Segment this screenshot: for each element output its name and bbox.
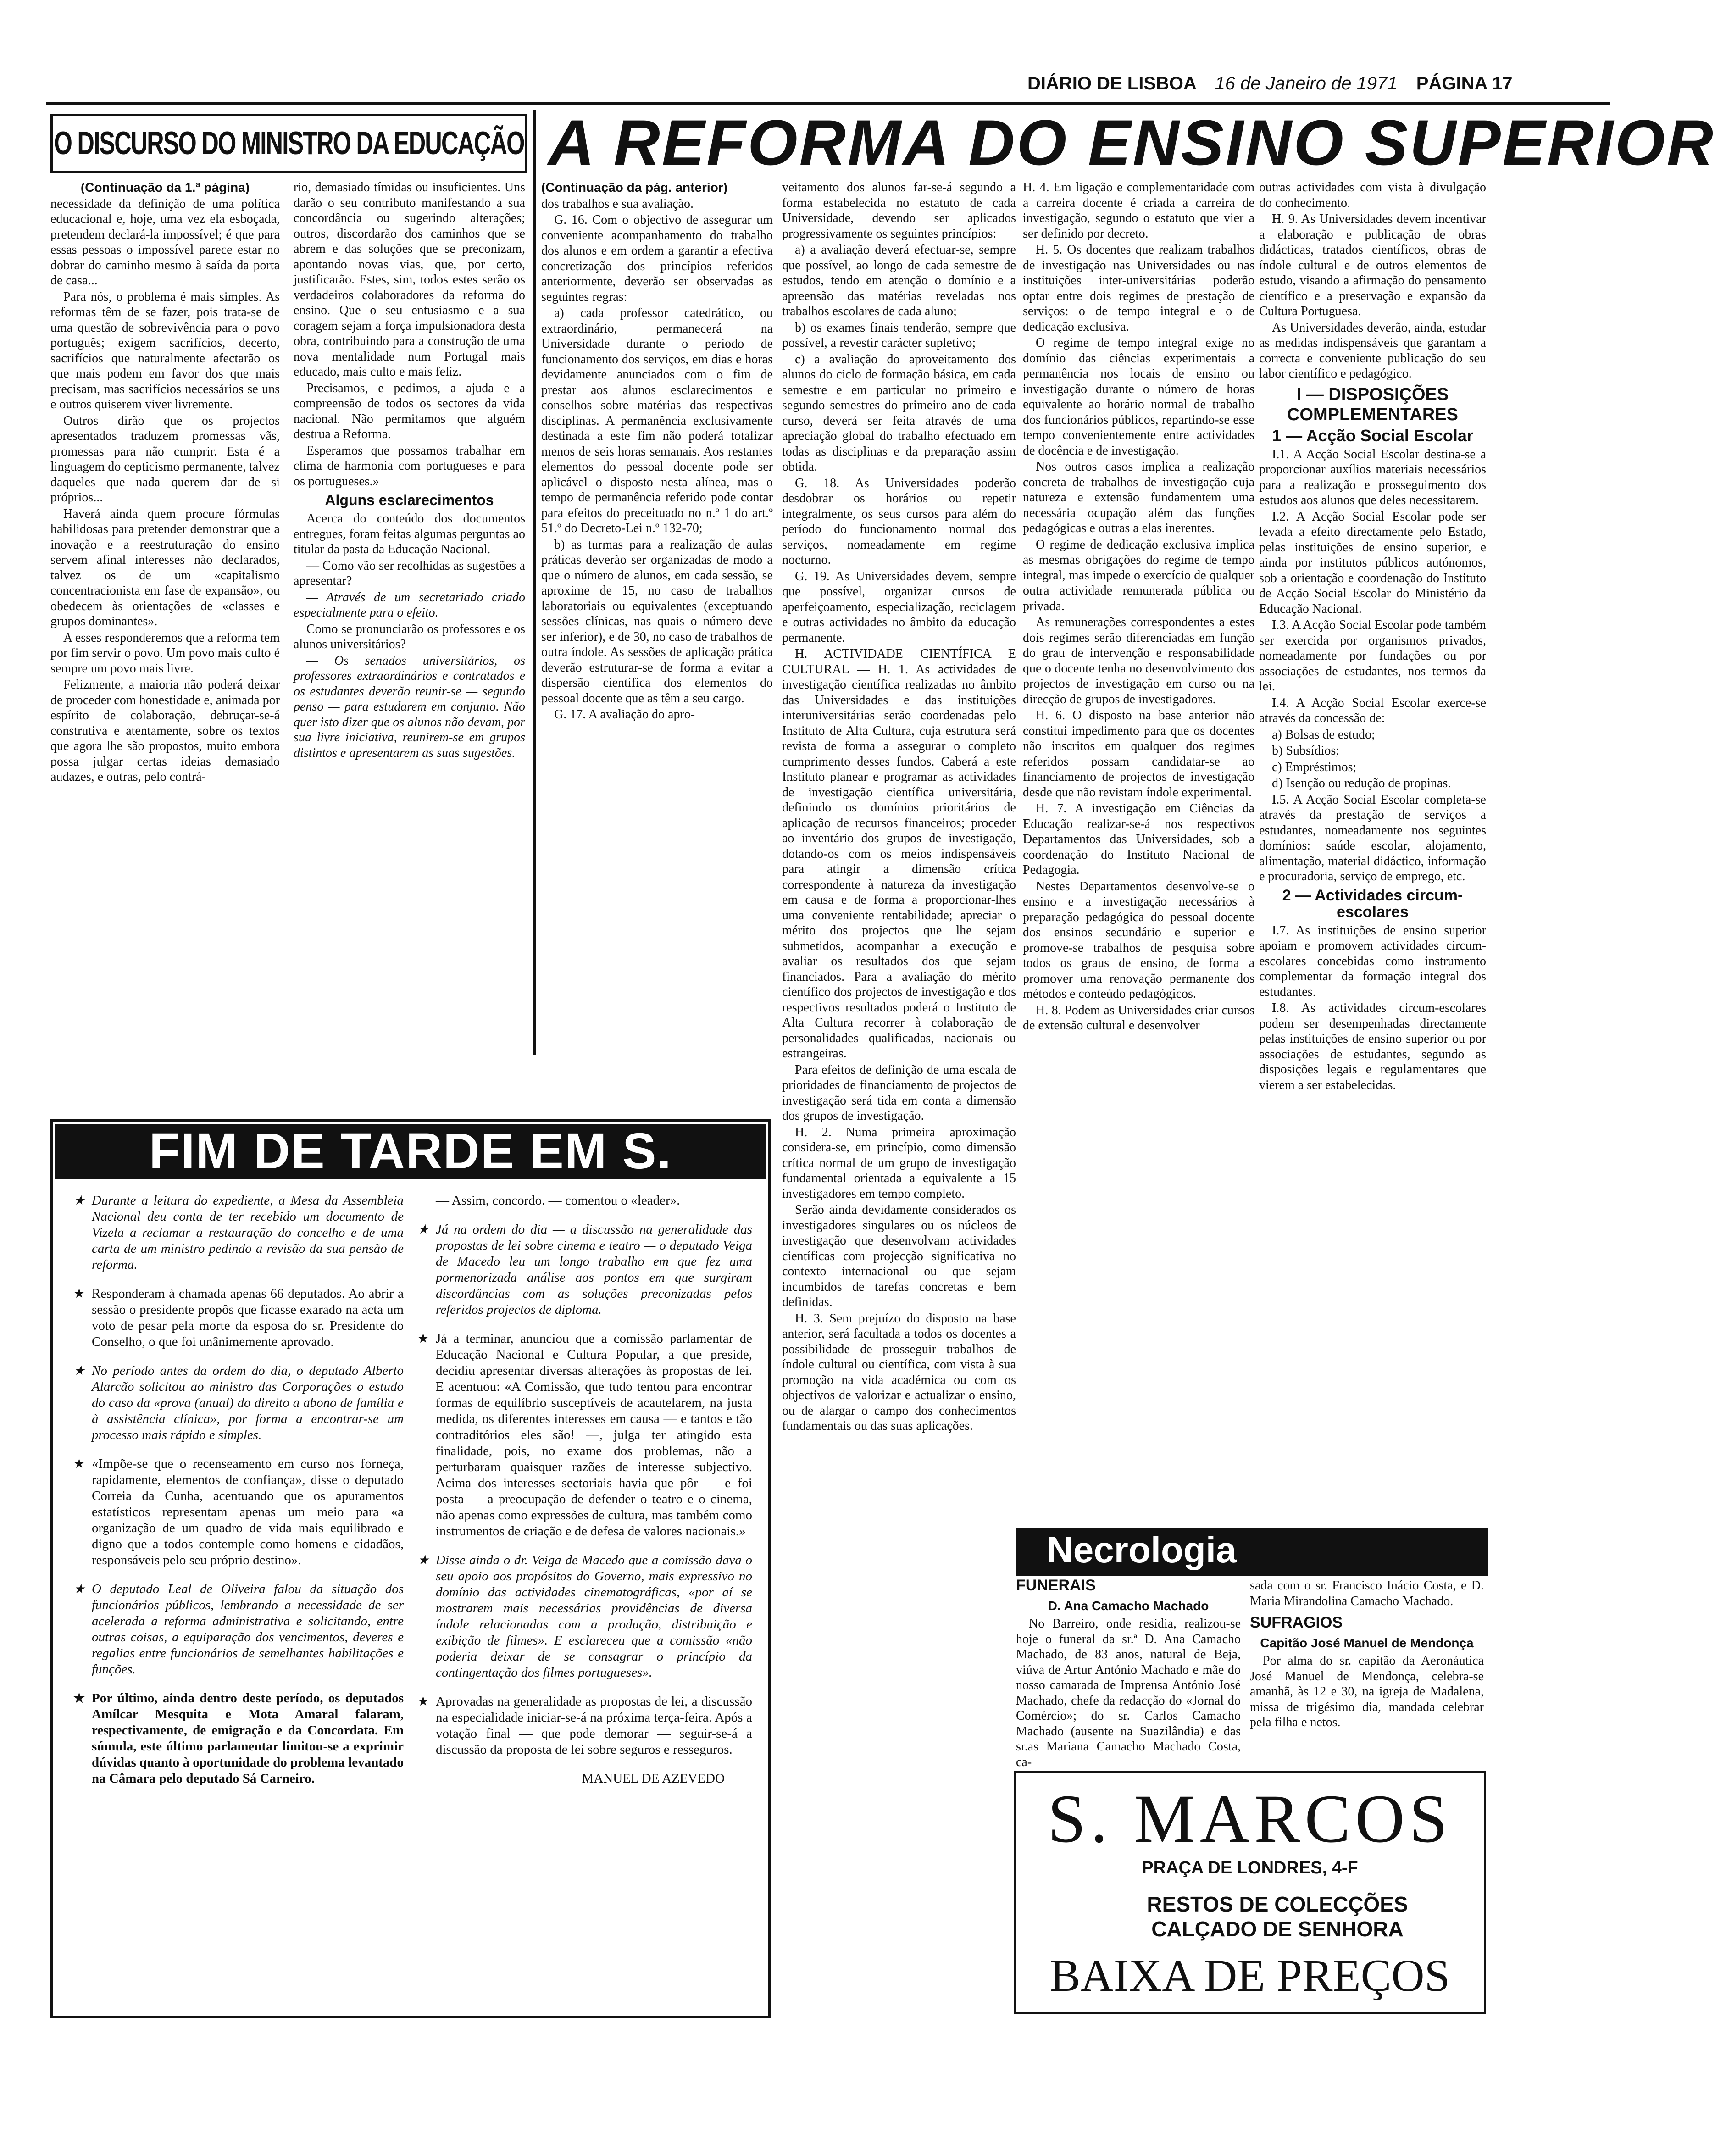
discurso-paragraph: necessidade da definição de uma política educacional e, hoje, uma vez ela esboçada, pretendem declará-la impossível; é que para essas pessoas o impossível parece estar no dobrar do caminho mesmo à saída da porta de casa... [50,196,280,288]
fim-de-tarde-item: ★ Já na ordem do dia — a discussão na generalidade das propostas de lei sobre cinema e teatro — o deputado Veiga de Macedo leu um longo trabalho em que fez uma pormenorizada análise aos pontos em que surgiram discordâncias com as soluções preconizadas pelos referidos projectos de diploma. [417,1222,752,1318]
disposicoes-heading: I — DISPOSIÇÕES COMPLEMENTARES [1287,384,1458,424]
advert-box [1014,1771,1486,2014]
reforma-paragraph: I.1. A Acção Social Escolar destina-se a proporcionar auxílios materiais necessários para a realização e prosseguimento dos estudos aos alunos que deles necessitarem. [1259,447,1486,507]
reforma-paragraph: O regime de tempo integral exige no domínio das ciências experimentais a permanência nos locais de ensino ou investigação durante o número de horas equivalente ao horário normal de trabalho dos funcionários públicos, repartindo-se esse tempo convenientemente entre actividades de docência e de investigação. [1023,336,1254,458]
discurso-column-2 [294,180,525,1051]
esclarecimentos-heading: Alguns esclarecimentos [325,492,494,508]
discurso-column-1 [50,180,280,1051]
discurso-paragraph: Esperamos que possamos trabalhar em clima de harmonia com portugueses e para os portugueses.» [294,443,525,489]
reforma-paragraph: Serão ainda devidamente considerados os investigadores singulares ou os núcleos de investigação que desenvolvam actividades científicas com projecção significativa no contexto internacional ou que sejam incumbidos de tarefas concretas e bem definidas. [782,1203,1016,1309]
reforma-paragraph: c) Empréstimos; [1272,760,1357,774]
reforma-headline: A REFORMA DO ENSINO SUPERIOR [548,106,1715,178]
discurso-paragraph: — Como vão ser recolhidas as sugestões a apresentar? [294,558,525,588]
reforma-paragraph: I.3. A Acção Social Escolar pode também ser exercida por organismos privados, nomeadamente por fundações ou por associações de estudantes, nos termos da lei. [1259,618,1486,694]
reforma-paragraph: a) a avaliação deverá efectuar-se, sempre que possível, ao longo de cada semestre de estudos, tendo em atenção o domínio e a apreensão das matérias reveladas nos trabalhos escolares de cada aluno; [782,243,1016,318]
necrologia-right-column [1250,1578,1484,1761]
discurso-paragraph: rio, demasiado tímidas ou insuficientes. Uns darão o seu contributo manifestando a sua concordância ou sugerindo alterações; outros, discordarão dos caminhos que se abrem e das soluções que se preconizam, apontando novas vias, que, por certo, justificarão. Estes, sim, todos estes serão os verdadeiros colaboradores da reforma do ensino. Que o seu entusiasmo e a sua coragem sejam a força impulsionadora desta obra, contribuindo para a construção de uma nova mentalidade num Portugal mais educado, mais culto e mais feliz. [294,180,525,379]
reforma-paragraph: G. 18. As Universidades poderão desdobrar os horários ou repetir integralmente, os seus cursos para além do período do funcionamento normal dos serviços, nomeadamente em regime nocturno. [782,476,1016,567]
fim-de-tarde-item: ★ Já a terminar, anunciou que a comissão parlamentar de Educação Nacional e Cultura Popular, a que preside, decidiu apresentar diversas alterações às propostas de lei. E acentuou: «A Comissão, que tudo tentou para encontrar formas de equilíbrio susceptíveis de acautelarem, na justa medida, os diferentes interesses em causa — e tantos e tão contraditórios eles são! —, julga ter atingido esta finalidade, pois, no exame dos problemas, não a perturbaram quaisquer razões de interesse subjectivo. Acima dos interesses sectoriais havia que pôr — e foi posta — a preocupação de defender o teatro e o cinema, não apenas como expressões de cultura, mas também como instrumentos de criação e de defesa de valores nacionais.» [417,1331,752,1539]
reforma-paragraph: Para efeitos de definição de uma escala de prioridades de financiamento de projectos de investigação será tida em conta a dimensão dos grupos de investigação. [782,1062,1016,1123]
discurso-paragraph: Felizmente, a maioria não poderá deixar de proceder com honestidade e, animada por espírito de colaboração, debruçar-se-á construtiva e atentamente, sobre os textos que agora lhe são propostos, muito embora possa julgar certas ideias demasiado audazes, e outras, pelo contrá- [50,678,280,784]
reforma-paragraph: b) os exames finais tenderão, sempre que possível, a revestir carácter supletivo; [782,320,1016,350]
reforma-paragraph: Nos outros casos implica a realização concreta de trabalhos de investigação cuja natureza e extensão fundamentem uma necessária ocupação além das funções pedagógicas e outras a elas inerentes. [1023,460,1254,535]
masthead-rule [46,102,1610,105]
reforma-paragraph: G. 19. As Universidades devem, sempre que possível, organizar cursos de aperfeiçoamento, especialização, reciclagem e outras actividades no âmbito da educação permanente. [782,569,1016,645]
page-number: PÁGINA 17 [1416,73,1513,94]
reforma-paragraph: b) as turmas para a realização de aulas práticas deverão ser organizadas de modo a que o número de alunos, em cada sessão, se aproxime de 15, no caso de trabalhos laboratoriais ou equivalentes (exceptuando sessões clínicas, nas quais o número deve ser inferior), e de 30, no caso de trabalhos de outra índole. As sessões de aplicação prática deverão estruturar-se de forma a evitar a dispersão científica dos elementos do pessoal docente que as têm a seu cargo. [541,537,773,706]
advert-name: S. MARCOS [1048,1781,1452,1857]
reforma-paragraph: H. 2. Numa primeira aproximação considera-se, em princípio, como dimensão crítica normal de um grupo de investigação fundamental orientada a equivalente a 15 investigadores em tempo completo. [782,1125,1016,1201]
reforma-paragraph: I.4. A Acção Social Escolar exerce-se através da concessão de: [1259,695,1486,725]
reforma-paragraph: H. 9. As Universidades devem incentivar a elaboração e publicação de obras didácticas, tratados científicos, obras de índole cultural e de outros elementos de estudo, visando a afirmação do pensamento científico e a preservação e expansão da Cultura Portuguesa. [1259,212,1486,318]
reforma-paragraph: veitamento dos alunos far-se-á segundo a forma estabelecida no estatuto de cada Universidade, devendo ser aplicados progressivamente os seguintes princípios: [782,180,1016,241]
reforma-column-1 [541,180,773,1051]
discurso-paragraph: Como se pronunciarão os professores e os alunos universitários? [294,622,525,651]
reforma-paragraph: I.8. As actividades circum-escolares podem ser desempenhadas directamente pelas instituições de ensino superior ou por associações de estudantes, segundo as disposições legais e regulamentares que vierem a ser estabelecidas. [1259,1001,1486,1092]
discurso-title: O DISCURSO DO MINISTRO DA EDUCAÇÃO [54,125,524,162]
discurso-paragraph: Precisamos, e pedimos, a ajuda e a compreensão de todos os sectores da vida nacional. Não permitamos que alguém destrua a Reforma. [294,381,525,441]
necrologia-banner: Necrologia [1019,1530,1482,1570]
fim-de-tarde-banner: FIM DE TARDE EM S. BENTO [55,1124,766,1179]
reforma-paragraph: As Universidades deverão, ainda, estudar as medidas indispensáveis que garantam a correcta e conveniente publicação do seu labor científico e pedagógico. [1259,320,1486,381]
reforma-paragraph: H. 7. A investigação em Ciências da Educação realizar-se-á nos respectivos Departamentos das Universidades, sob a coordenação do Instituto Nacional de Pedagogia. [1023,801,1254,877]
sufragios-heading: SUFRAGIOS [1250,1614,1343,1631]
fim-de-tarde-item: ★ Por último, ainda dentro deste período, os deputados Amílcar Mesquita e Mota Amaral falaram, respectivamente, de emigração e da Concordata. Em súmula, este último parlamentar limitou-se a exprimir dúvidas quanto à oportunidade do problema levantado na Câmara pelo deputado Sá Carneiro. [73,1690,404,1787]
reforma-paragraph: c) a avaliação do aproveitamento dos alunos do ciclo de formação básica, em cada semestre e em particular no primeiro e segundo semestres do primeiro ano de cada curso, deverá ser feita através de uma apreciação global do trabalho efectuado em todas as disciplinas e da preparação assim obtida. [782,352,1016,474]
reforma-paragraph: outras actividades com vista à divulgação do conhecimento. [1259,180,1486,210]
fim-de-tarde-item: ★ Durante a leitura do expediente, a Mesa da Assembleia Nacional deu conta de ter recebido um documento de Vizela a reclamar a restauração do concelho e de uma carta de um ministro pedindo a revisão da sua pensão de reforma. [73,1193,404,1273]
funeral-text: No Barreiro, onde residia, realizou-se hoje o funeral da sr.ª D. Ana Camacho Machado, de 83 anos, natural de Beja, viúva de Artur António Machado e mãe do nosso camarada de Imprensa António José Machado, chefe da redacção do «Jornal do Comércio»; do sr. Carlos Camacho Machado (ausente na Suazilândia) e das sr.as Mariana Camacho Machado Costa, ca- [1016,1617,1241,1769]
fim-de-tarde-item: ★ O deputado Leal de Oliveira falou da situação dos funcionários públicos, lembrando a necessidade de ser acelerada a reforma administrativa e solicitando, entre outras coisas, a equiparação dos vencimentos, deveres e regalias entre funcionários de semelhantes habilitações e funções. [73,1581,404,1678]
discurso-paragraph: Haverá ainda quem procure fórmulas habilidosas para pretender demonstrar que a inovação e a reestruturação do ensino servem afinal interesses não declarados, talvez os de um «capitalismo concentracionista em fase de expansão», ou obedecem às orientações de «classes e grupos dominantes». [50,506,280,628]
funeral-text: sada com o sr. Francisco Inácio Costa, e D. Maria Mirandolina Camacho Machado. [1250,1578,1484,1608]
byline: MANUEL DE AZEVEDO [582,1771,725,1786]
fim-de-tarde-item: ★ Responderam à chamada apenas 66 deputados. Ao abrir a sessão o presidente propôs que ficasse exarado na acta um voto de pesar pela morte da esposa do sr. Presidente do Conselho, o que foi unânimemente aprovado. [73,1286,404,1350]
funerais-heading: FUNERAIS [1016,1577,1096,1594]
discurso-paragraph: Para nós, o problema é mais simples. As reformas têm de se fazer, pois trata-se de uma questão de sobrevivência para o povo português; exigem sacrifícios, decerto, sacrifícios que naturalmente afectarão os que mais podem em favor dos que mais precisam, mas sacrifícios necessários se uns e outros quiserem viver livremente. [50,289,280,411]
reforma-paragraph: a) cada professor catedrático, ou extraordinário, permanecerá na Universidade durante o período de funcionamento dos serviços, em dias e horas devidamente anunciados com o fim de prestar aos alunos esclarecimentos e conselhos sobre matérias das respectivas disciplinas. A permanência exclusivamente destinada a este fim não poderá totalizar menos de seis horas semanais. Aos restantes elementos do pessoal docente pode ser aplicável o disposto nesta alínea, mas o tempo de permanência referido pode contar para efeitos do preceituado no n.º 1 do art.º 51.º do Decreto-Lei n.º 132-70; [541,306,773,535]
fim-de-tarde-intro: — Assim, concordo. — comentou o «leader». [436,1193,680,1208]
reforma-column-3 [1023,180,1254,1519]
advert-line-2: CALÇADO DE SENHORA [1151,1917,1404,1941]
reforma-paragraph: H. 8. Podem as Universidades criar cursos de extensão cultural e desenvolver [1023,1003,1254,1033]
reforma-column-4 [1259,180,1486,1519]
paper-name: DIÁRIO DE LISBOA [1027,73,1196,94]
fim-de-tarde-left-column [73,1193,404,2000]
discurso-paragraph: Outros dirão que os projectos apresentados traduzem promessas vãs, promessas para não cumprir. Esta é a linguagem do cepticismo permanente, talvez daqueles que nada querem dar de si próprios... [50,413,280,505]
sufragio-name: Capitão José Manuel de Mendonça [1260,1635,1474,1650]
discurso-paragraph: Acerca do conteúdo dos documentos entregues, foram feitas algumas perguntas ao titular da pasta da Educação Nacional. [294,511,525,556]
circum-escolares-heading: 2 — Actividades circum-escolares [1282,886,1463,921]
fim-de-tarde-right-column [417,1193,752,2000]
necrologia-left-column [1016,1577,1241,1769]
advert-line-1: RESTOS DE COLECÇÕES [1147,1892,1408,1916]
fim-de-tarde-item: ★ Aprovadas na generalidade as propostas de lei, a discussão na especialidade iniciar-se-á na próxima terça-feira. Após a votação final — que pode demorar — seguir-se-á a discussão da proposta de lei sobre seguros e resseguros. [417,1694,752,1758]
fim-de-tarde-item: ★ No período antes da ordem do dia, o deputado Alberto Alarcão solicitou ao ministro das Corporações o estudo do caso da «prova (anual) do direito a abono de família e à assistência clínica», por forma a encontrar-se um processo mais rápido e simples. [73,1363,404,1443]
discurso-continuation: (Continuação da 1.ª página) [80,180,250,194]
reforma-paragraph: G. 16. Com o objectivo de assegurar um conveniente acompanhamento do trabalho dos alunos e em ordem a garantir a efectiva concretização dos princípios referidos anteriormente, deverão ser observadas as seguintes regras: [541,213,773,304]
reforma-paragraph: b) Subsídios; [1272,744,1340,758]
masthead [1027,73,1610,96]
discurso-paragraph: — Através de um secretariado criado especialmente para o efeito. [294,590,525,620]
fim-de-tarde-item: ★ Disse ainda o dr. Veiga de Macedo que a comissão dava o seu apoio aos propósitos do Governo, mais expressivo no domínio das actividades cinematográficas, «por aí se mostrarem mais necessárias providências de diversa índole relacionadas com a produção, distribuição e exibição de filmes». E esclareceu que a comissão «não poderia deixar de se consagrar o princípio da contingentação dos filmes portugueses». [417,1552,752,1681]
reforma-paragraph: I.5. A Acção Social Escolar completa-se através da prestação de serviços a estudantes, nomeadamente nos seguintes domínios: saúde escolar, alojamento, alimentação, material didáctico, informação e procuradoria, serviço de emprego, etc. [1259,792,1486,884]
funeral-name: D. Ana Camacho Machado [1048,1598,1209,1613]
advert-footer: BAIXA DE PREÇOS [1049,1950,1450,2001]
discurso-paragraph: — Os senados universitários, os professores extraordinários e contratados e os estudantes deverão reunir-se — segundo penso — para estudarem em conjunto. Não quer isto dizer que os alunos não devam, por sua livre iniciativa, reunirem-se em grupos distintos e apresentarem as suas sugestões. [294,653,525,760]
reforma-paragraph: dos trabalhos e sua avaliação. [541,196,694,211]
accao-social-heading: 1 — Acção Social Escolar [1272,426,1473,445]
discurso-title-box [50,114,527,173]
reforma-paragraph: I.7. As instituições de ensino superior apoiam e promovem actividades circum-escolares concebidas como instrumento complementar da formação integral dos estudantes. [1259,923,1486,999]
reforma-paragraph: H. 6. O disposto na base anterior não constitui impedimento para que os docentes não inscritos em qualquer dos regimes referidos possam candidatar-se ao financiamento de projectos de investigação desde que não revistam índole experimental. [1023,708,1254,800]
discurso-paragraph: A esses responderemos que a reforma tem por fim servir o povo. Um povo mais culto é sempre um povo mais livre. [50,630,280,676]
issue-date: 16 de Janeiro de 1971 [1215,73,1398,94]
reforma-paragraph: Nestes Departamentos desenvolve-se o ensino e a investigação necessários à preparação pedagógica do pessoal docente dos ensinos secundário e superior e promove-se trabalhos de pesquisa sobre todos os graus de ensino, de forma a promover uma renovação permanente dos métodos e conteúdo pedagógicos. [1023,879,1254,1001]
reforma-paragraph: H. 5. Os docentes que realizam trabalhos de investigação nas Universidades ou nas instituições inter-universitárias poderão optar entre dois regimes de prestação de serviços: o de tempo integral e o de dedicação exclusiva. [1023,243,1254,334]
reforma-paragraph: G. 17. A avaliação do apro- [554,707,695,722]
reforma-continuation: (Continuação da pág. anterior) [541,180,728,194]
reforma-paragraph: O regime de dedicação exclusiva implica as mesmas obrigações do regime de tempo integral, mas impede o exercício de qualquer outra actividade remunerada pública ou privada. [1023,537,1254,613]
sufragio-text: Por alma do sr. capitão da Aeronáutica José Manuel de Mendonça, celebra-se amanhã, às 12 e 30, na igreja de Madalena, missa de trigésimo dia, mandada celebrar pela filha e netos. [1250,1654,1484,1729]
reforma-paragraph: H. ACTIVIDADE CIENTÍFICA E CULTURAL — H. 1. As actividades de investigação científica realizadas no âmbito das Universidades e das instituições interuniversitárias serão coordenadas pelo Instituto de Alta Cultura, cuja estrutura será revista de forma a assegurar o completo cumprimento desses fundos. Caberá a este Instituto planear e programar as actividades de investigação científica universitária, definindo os domínios prioritários de aplicação de recursos financeiros; proceder ao inventário dos grupos de investigação, dotando-os com os meios indispensáveis para atingir a dimensão crítica correspondente à natureza da investigação em causa e de forma a proporcionar-lhes uma conveniente rentabilidade; apreciar o mérito dos projectos que lhe sejam submetidos, acompanhar a execução e avaliar os resultados dos que sejam financiados. Para a avaliação do mérito científico dos projectos de investigação e dos respectivos resultados poderá o Instituto de Alta Cultura recorrer à colaboração de personalidades qualificadas, nacionais ou estrangeiras. [782,647,1016,1061]
reforma-paragraph: I.2. A Acção Social Escolar pode ser levada a efeito directamente pelo Estado, pelas instituições de ensino superior, e ainda por institutos públicos autónomos, sob a orientação e coordenação do Instituto de Acção Social Escolar do Ministério da Educação Nacional. [1259,509,1486,616]
reforma-paragraph: H. 3. Sem prejuízo do disposto na base anterior, será facultada a todos os docentes a possibilidade de prosseguir trabalhos de índole cultural ou científica, com vista à sua promoção na vida académica ou com os objectivos de valorizar e actualizar o ensino, ou de alargar o campo dos conhecimentos fundamentais ou das suas aplicações. [782,1311,1016,1433]
reforma-paragraph: a) Bolsas de estudo; [1272,727,1375,742]
reforma-paragraph: As remunerações correspondentes a estes dois regimes serão diferenciadas em função do grau de intervenção e responsabilidade que o docente tenha no desenvolvimento dos projectos de investigação em curso ou na direcção de grupos de investigadores. [1023,615,1254,706]
fim-de-tarde-item: ★ «Impõe-se que o recenseamento em curso nos forneça, rapidamente, elementos de confiança», disse o deputado Correia da Cunha, acentuando que os apuramentos estatísticos representam apenas um meio para «a organização de um quadro de vida mais equilibrado e digno que a todos contemple como homens e cidadãos, responsáveis pelo seu próprio destino». [73,1456,404,1568]
discurso-side-rule [533,110,536,1055]
reforma-paragraph: d) Isenção ou redução de propinas. [1272,776,1451,790]
reforma-column-2 [782,180,1016,2006]
reforma-paragraph: H. 4. Em ligação e complementaridade com a carreira docente é criada a carreira de investigação, segundo o estatuto que vier a ser definido por decreto. [1023,180,1254,241]
advert-address: PRAÇA DE LONDRES, 4-F [1142,1858,1358,1878]
